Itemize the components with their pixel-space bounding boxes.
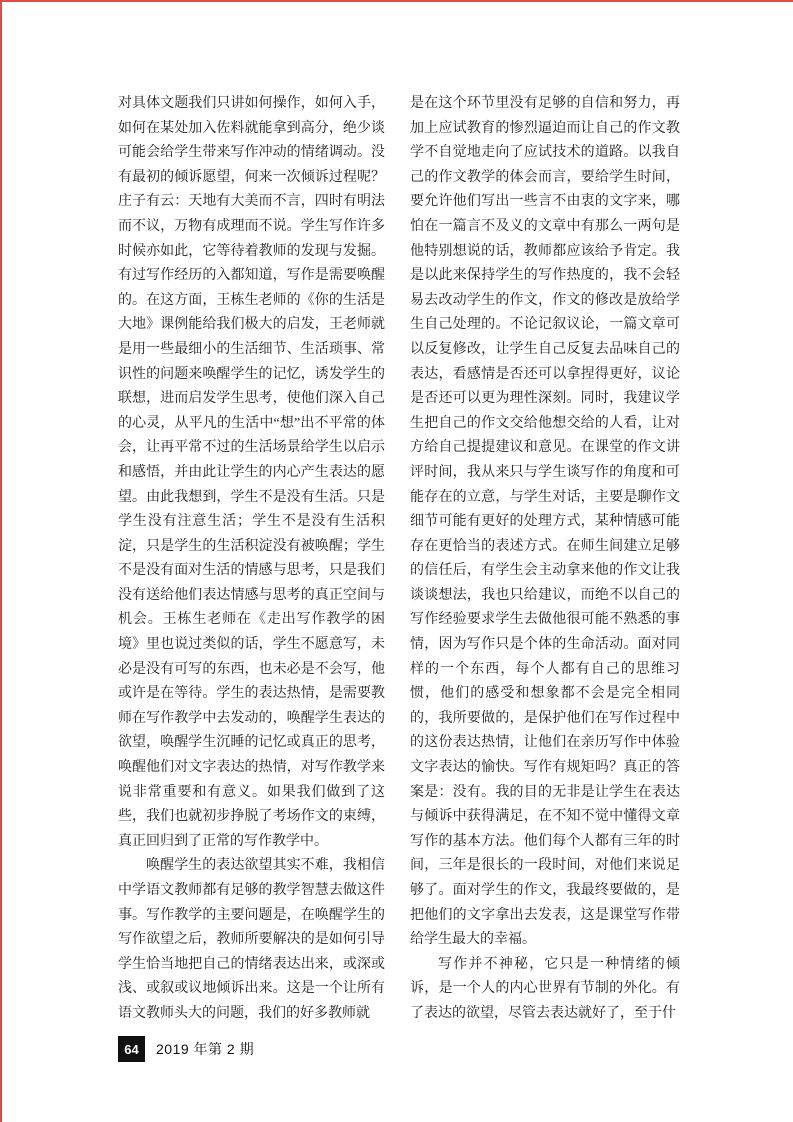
- issue-label: 2019 年第 2 期: [156, 1041, 255, 1057]
- top-edge-red-line: [0, 0, 793, 2]
- page-footer: [118, 1036, 254, 1062]
- paragraph-continuation: 是在这个环节里没有足够的自信和努力，再加上应试教育的惨烈逼迫而让自己的作文教学不自觉地走向了应试技术的道路。以我自己的作文教学的体会而言，要给学生时间，要允许他们写出一些言不由衷的文字来，哪怕在一篇言不及义的文章中有那么一两句是他特别想说的话，教师都应该给予肯定。我是以此来保持学生的写作热度的，我不会轻易去改动学生的作文，作文的修改是放给学生自己处理的。不论记叙议论，一篇文章可以反复修改，让学生自己反复去品味自己的表达，看感情是否还可以拿捏得更好，议论是否还可以更为理性深刻。同时，我建议学生把自己的作文交给他想交给的人看，让对方给自己提提建议和意见。在课堂的作文讲评时间，我从来只与学生谈写作的角度和可能存在的立意，与学生对话，主要是聊作文细节可能有更好的处理方式，某种情感可能存在更恰当的表述方式。在师生间建立足够的信任后，有学生会主动拿来他的作文让我谈谈想法，我也只给建议，而绝不以自己的写作经验要求学生去做他很可能不熟悉的事情，因为写作只是个体的生命活动。面对同样的一个东西，每个人都有自己的思维习惯，他们的感受和想象都不会是完全相同的，我所要做的，是保护他们在写作过程中的这份表达热情，让他们在亲历写作中体验文字表达的愉快。写作有规矩吗？真正的答案是：没有。我的目的无非是让学生在表达与倾诉中获得满足，在不知不觉中懂得文章写作的基本方法。他们每个人都有三年的时间，三年是很长的一段时间，对他们来说足够了。面对学生的作文，我最终要做的，是把他们的文字拿出去发表，这是课堂写作带给学生最大的幸福。: [410, 96, 680, 948]
- paragraph: 唤醒学生的表达欲望其实不难，我相信中学语文教师都有足够的教学智慧去做这件事。写作教学的主要问题是，在唤醒学生的写作欲望之后，教师所要解决的是如何引导学生恰当地把自己的情绪表达出来，或深或浅、或叙或议地倾诉出来。这是一个让所有语文教师头大的问题，我们的好多教师就: [118, 858, 385, 1021]
- paragraph: 写作并不神秘，它只是一种情绪的倾诉，是一个人的内心世界有节制的外化。有了表达的欲望，尽管去表达就好了，至于什: [410, 956, 680, 1021]
- text-column-left: [118, 92, 385, 1027]
- page-number-badge: 64: [118, 1036, 145, 1062]
- text-column-right: [410, 92, 680, 1027]
- left-edge-red-line: [0, 0, 2, 1122]
- paragraph-continuation: 对具体文题我们只讲如何操作，如何入手，如何在某处加入佐料就能拿到高分，绝少谈可能会给学生带来写作冲动的情绪调动。没有最初的倾诉愿望，何来一次倾诉过程呢？庄子有云：天地有大美而不言，四时有明法而不议，万物有成理而不说。学生写作许多时候亦如此，它等待着教师的发现与发掘。有过写作经历的入都知道，写作是需要唤醒的。在这方面，王栋生老师的《你的生活是大地》课例能给我们极大的启发，王老师就是用一些最细小的生活细节、生活琐事、常识性的问题来唤醒学生的记忆，诱发学生的联想，进而启发学生思考，使他们深入自己的心灵，从平凡的生活中“想”出不平常的体会，让再平常不过的生活场景给学生以启示和感悟，并由此让学生的内心产生表达的愿望。由此我想到，学生不是没有生活。只是学生没有注意生活；学生不是没有生活积淀，只是学生的生活积淀没有被唤醒；学生不是没有面对生活的情感与思考，只是我们没有送给他们表达情感与思考的真正空间与机会。王栋生老师在《走出写作教学的困境》里也说过类似的话，学生不愿意写，未必是没有可写的东西，也未必是不会写，他或许是在等待。学生的表达热情，是需要教师在写作教学中去发动的，唤醒学生表达的欲望，唤醒学生沉睡的记忆或真正的思考，唤醒他们对文字表达的热情，对写作教学来说非常重要和有意义。如果我们做到了这些，我们也就初步挣脱了考场作文的束缚，真正回归到了正常的写作教学中。: [118, 96, 385, 849]
